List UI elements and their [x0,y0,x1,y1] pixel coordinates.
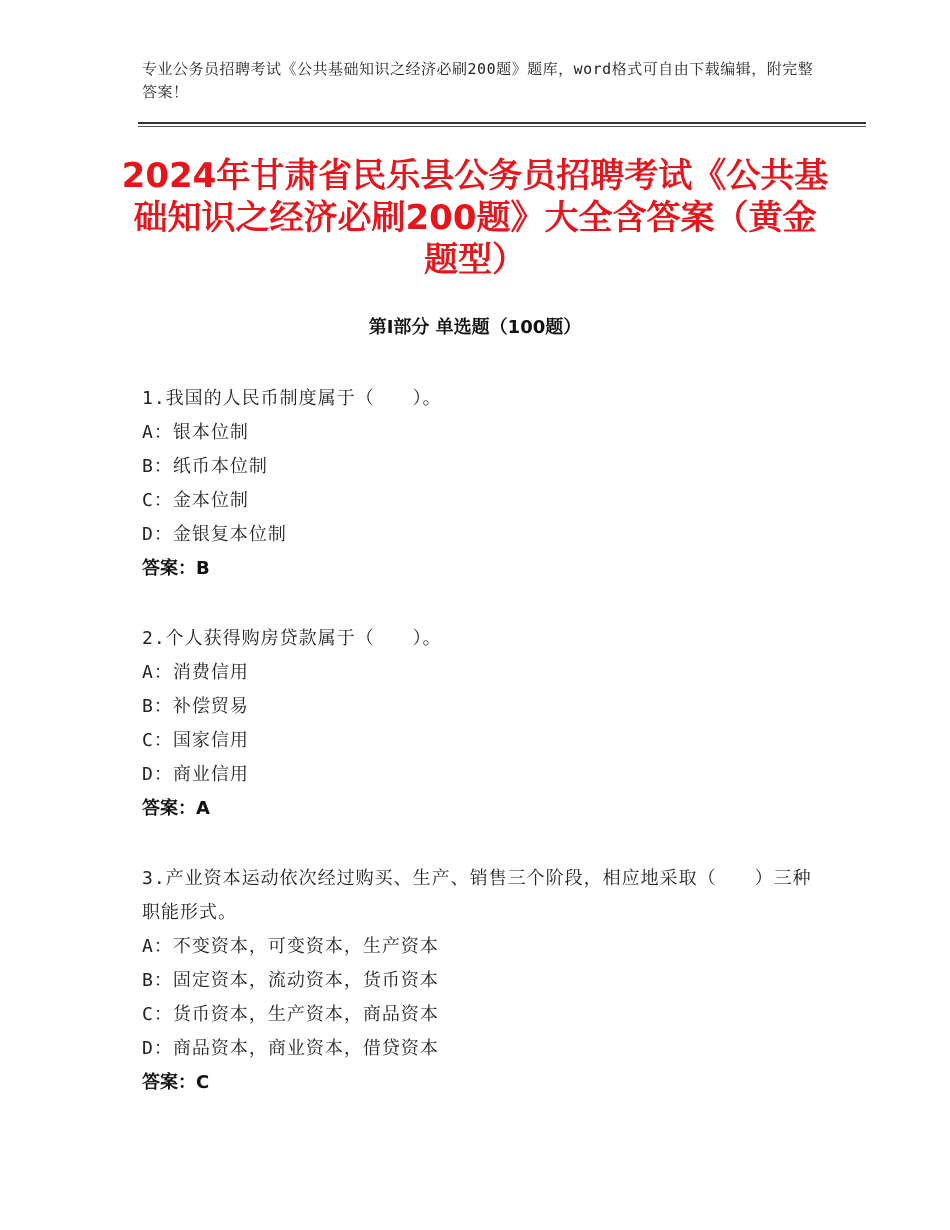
section-title: 第Ⅰ部分 单选题（100题） [368,317,582,338]
option-d: D：商品资本，商业资本，借贷资本 [142,1038,439,1059]
option-b: B：补偿贸易 [142,696,249,717]
option-a: A：消费信用 [142,662,249,683]
option-d: D：商业信用 [142,764,249,785]
option-a: A：不变资本，可变资本，生产资本 [142,936,439,957]
option-b: B：纸币本位制 [142,456,268,477]
option-d: D：金银复本位制 [142,524,287,545]
header-note: 专业公务员招聘考试《公共基础知识之经济必刷200题》题库，word格式可自由下载编辑，附完整答案！ [142,60,814,101]
document-title: 2024年甘肃省民乐县公务员招聘考试《公共基础知识之经济必刷200题》大全含答案（黄金题型） [121,156,829,280]
option-c: C：金本位制 [142,490,249,511]
question-2 [142,622,812,826]
question-1 [142,382,812,586]
answer: 答案：A [142,798,210,819]
option-c: C：货币资本，生产资本，商品资本 [142,1004,439,1025]
question-3 [142,862,812,1100]
option-c: C：国家信用 [142,730,249,751]
option-b: B：固定资本，流动资本，货币资本 [142,970,439,991]
header-divider-thin [138,126,866,127]
answer: 答案：C [142,1072,210,1093]
question-list [142,382,812,1136]
option-a: A：银本位制 [142,422,249,443]
answer: 答案：B [142,558,210,579]
question-stem: 1.我国的人民币制度属于（ ）。 [142,388,442,409]
header-divider-thick [138,122,866,124]
question-stem: 2.个人获得购房贷款属于（ ）。 [142,628,442,649]
question-stem: 3.产业资本运动依次经过购买、生产、销售三个阶段，相应地采取（ ）三种职能形式。 [142,868,812,923]
